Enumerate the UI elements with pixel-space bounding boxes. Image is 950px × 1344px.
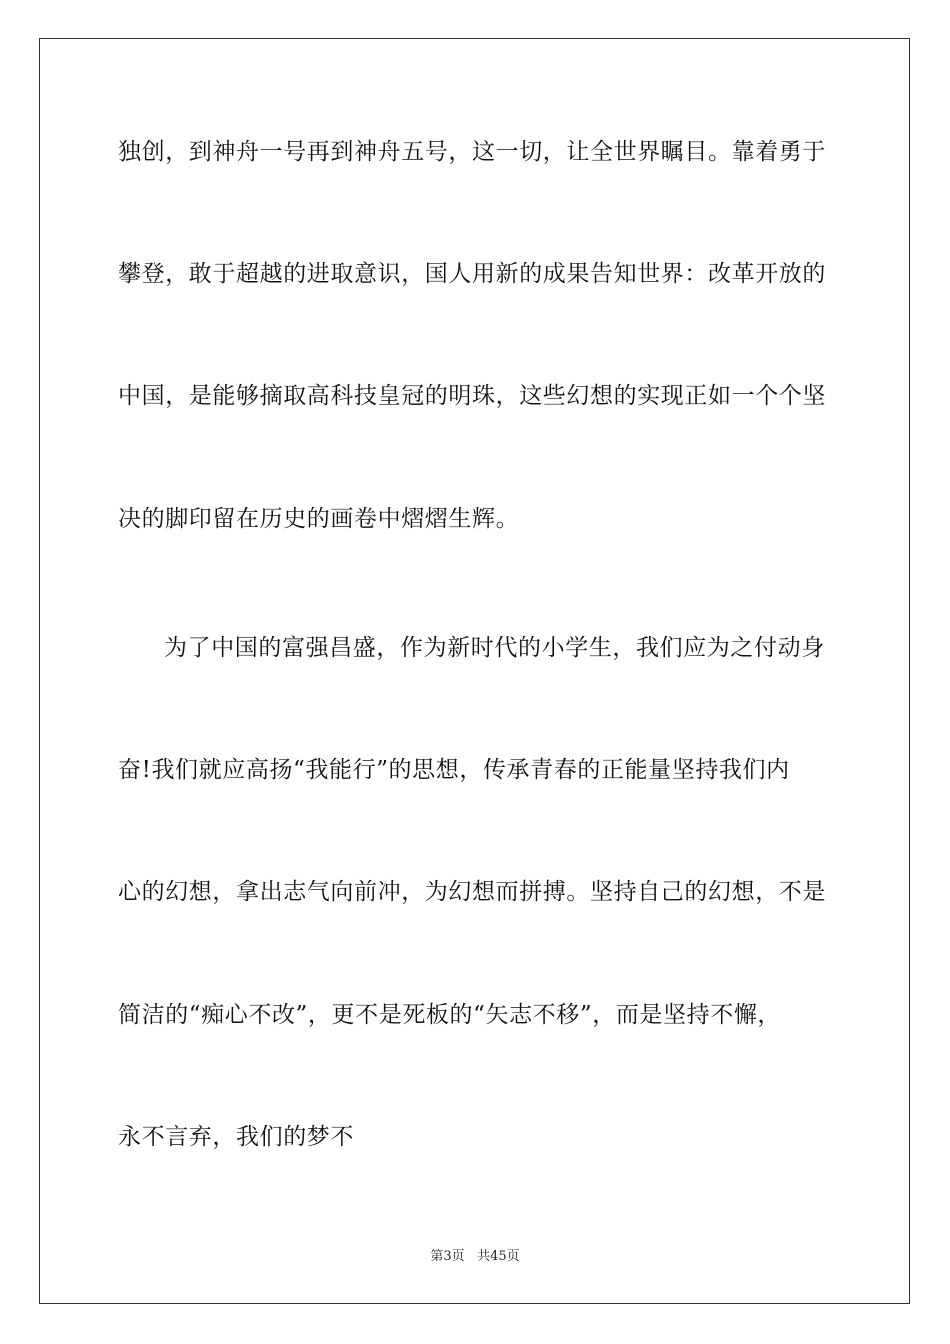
text-line: 简洁的“痴心不改”，更不是死板的“矢志不移”，而是坚持不懈， — [118, 1002, 782, 1028]
page-number: 第3页 — [430, 1249, 465, 1264]
page-footer — [0, 1249, 950, 1265]
text-line: 攀登，敢于超越的进取意识，国人用新的成果告知世界：改革开放的 — [118, 261, 826, 287]
text-line: 永不言弃，我们的梦不 — [118, 1124, 354, 1150]
text-line: 独创，到神舟一号再到神舟五号，这一切，让全世界瞩目。靠着勇于 — [118, 139, 826, 165]
page-border — [39, 38, 910, 1304]
text-line: 心的幻想，拿出志气向前冲，为幻想而拼搏。坚持自己的幻想，不是 — [118, 879, 826, 905]
page-total: 共45页 — [477, 1249, 520, 1264]
text-line: 决的脚印留在历史的画卷中熠熠生辉。 — [118, 506, 520, 532]
text-line: 中国，是能够摘取高科技皇冠的明珠，这些幻想的实现正如一个个坚 — [118, 383, 826, 409]
paragraph-first-line: 为了中国的富强昌盛，作为新时代的小学生，我们应为之付动身 — [164, 635, 825, 661]
text-line: 奋!我们就应高扬“我能行”的思想，传承青春的正能量坚持我们内 — [118, 757, 790, 783]
